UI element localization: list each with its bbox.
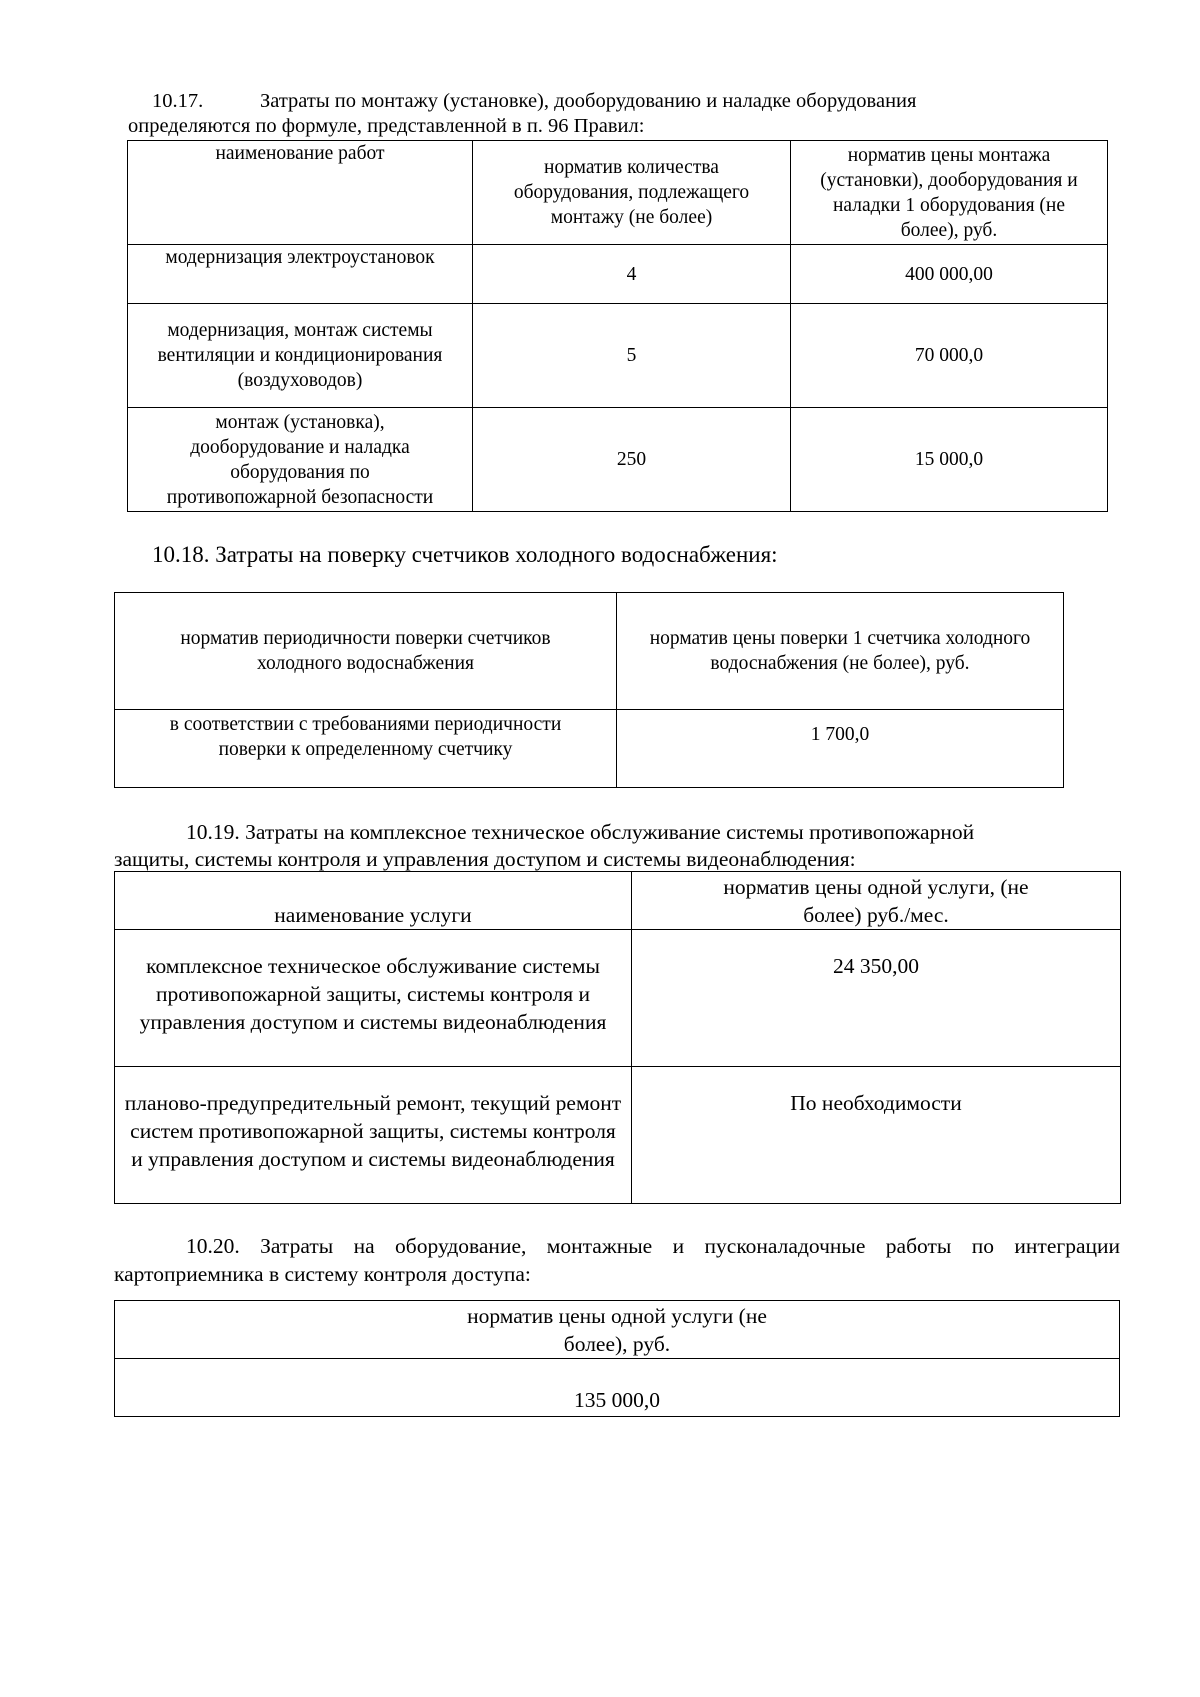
- section-10-17-line2: определяются по формуле, представленной в п. 96 Правил:: [128, 115, 645, 137]
- work-name-cell: монтаж (установка), дооборудование и наладка оборудования по противопожарной безопасности: [128, 408, 473, 512]
- table-header-row: [115, 872, 1121, 930]
- table-obsluzhivanie: [114, 871, 1121, 1204]
- work-name-cell: модернизация электроустановок: [128, 245, 473, 304]
- price-cell: По необходимости: [632, 1067, 1121, 1204]
- table-header-row: [115, 593, 1064, 710]
- section-10-20-line1: 10.20. Затраты на оборудование, монтажные и пусконаладочные работы по интеграции: [186, 1234, 1120, 1258]
- table-row: [128, 245, 1108, 304]
- table-row: [128, 304, 1108, 408]
- header-cell: норматив цены одной услуги, (не более) руб./мес.: [632, 872, 1121, 930]
- quantity-cell: 4: [473, 245, 791, 304]
- table-poverka: [114, 592, 1064, 788]
- header-cell: норматив периодичности поверки счетчиков холодного водоснабжения: [115, 593, 617, 710]
- section-10-17-text: Затраты по монтажу (установке), дооборудованию и наладке оборудования: [260, 90, 917, 112]
- quantity-cell: 250: [473, 408, 791, 512]
- quantity-cell: 5: [473, 304, 791, 408]
- price-cell: 24 350,00: [632, 930, 1121, 1067]
- table-kartopriemnik: [114, 1300, 1120, 1417]
- table-header-row: [115, 1301, 1120, 1359]
- periodicity-cell: в соответствии с требованиями периодичности поверки к определенному счетчику: [115, 710, 617, 788]
- table-row: [115, 930, 1121, 1067]
- table-row: [115, 710, 1064, 788]
- price-cell: 135 000,0: [115, 1359, 1120, 1417]
- header-cell: наименование работ: [128, 141, 473, 245]
- price-cell: 15 000,0: [791, 408, 1108, 512]
- section-10-17-line1: [152, 89, 1052, 114]
- header-cell: норматив количества оборудования, подлежащего монтажу (не более): [473, 141, 791, 245]
- header-cell: норматив цены поверки 1 счетчика холодного водоснабжения (не более), руб.: [617, 593, 1064, 710]
- work-name-cell: модернизация, монтаж системы вентиляции и кондиционирования (воздуховодов): [128, 304, 473, 408]
- section-10-18-heading: 10.18. Затраты на поверку счетчиков холодного водоснабжения:: [152, 542, 778, 567]
- section-10-17-number: 10.17.: [152, 90, 204, 112]
- table-row: [128, 408, 1108, 512]
- section-10-20-line2: картоприемника в систему контроля доступа:: [114, 1262, 531, 1286]
- price-cell: 70 000,0: [791, 304, 1108, 408]
- table-header-row: [128, 141, 1108, 245]
- price-cell: 1 700,0: [617, 710, 1064, 788]
- header-cell: наименование услуги: [115, 872, 632, 930]
- section-10-19-line2: защиты, системы контроля и управления доступом и системы видеонаблюдения:: [114, 847, 856, 871]
- table-montazh: [127, 140, 1108, 512]
- service-name-cell: комплексное техническое обслуживание системы противопожарной защиты, системы контроля и управления доступом и системы видеонаблюдения: [115, 930, 632, 1067]
- service-name-cell: планово-предупредительный ремонт, текущий ремонт систем противопожарной защиты, системы контроля и управления доступом и системы видеонаблюдения: [115, 1067, 632, 1204]
- section-10-19-line1: 10.19. Затраты на комплексное техническое обслуживание системы противопожарной: [186, 820, 975, 844]
- header-cell: норматив цены одной услуги (не более), руб.: [115, 1301, 1120, 1359]
- header-cell: норматив цены монтажа (установки), дооборудования и наладки 1 оборудования (не более), руб.: [791, 141, 1108, 245]
- table-row: [115, 1067, 1121, 1204]
- price-cell: 400 000,00: [791, 245, 1108, 304]
- table-row: [115, 1359, 1120, 1417]
